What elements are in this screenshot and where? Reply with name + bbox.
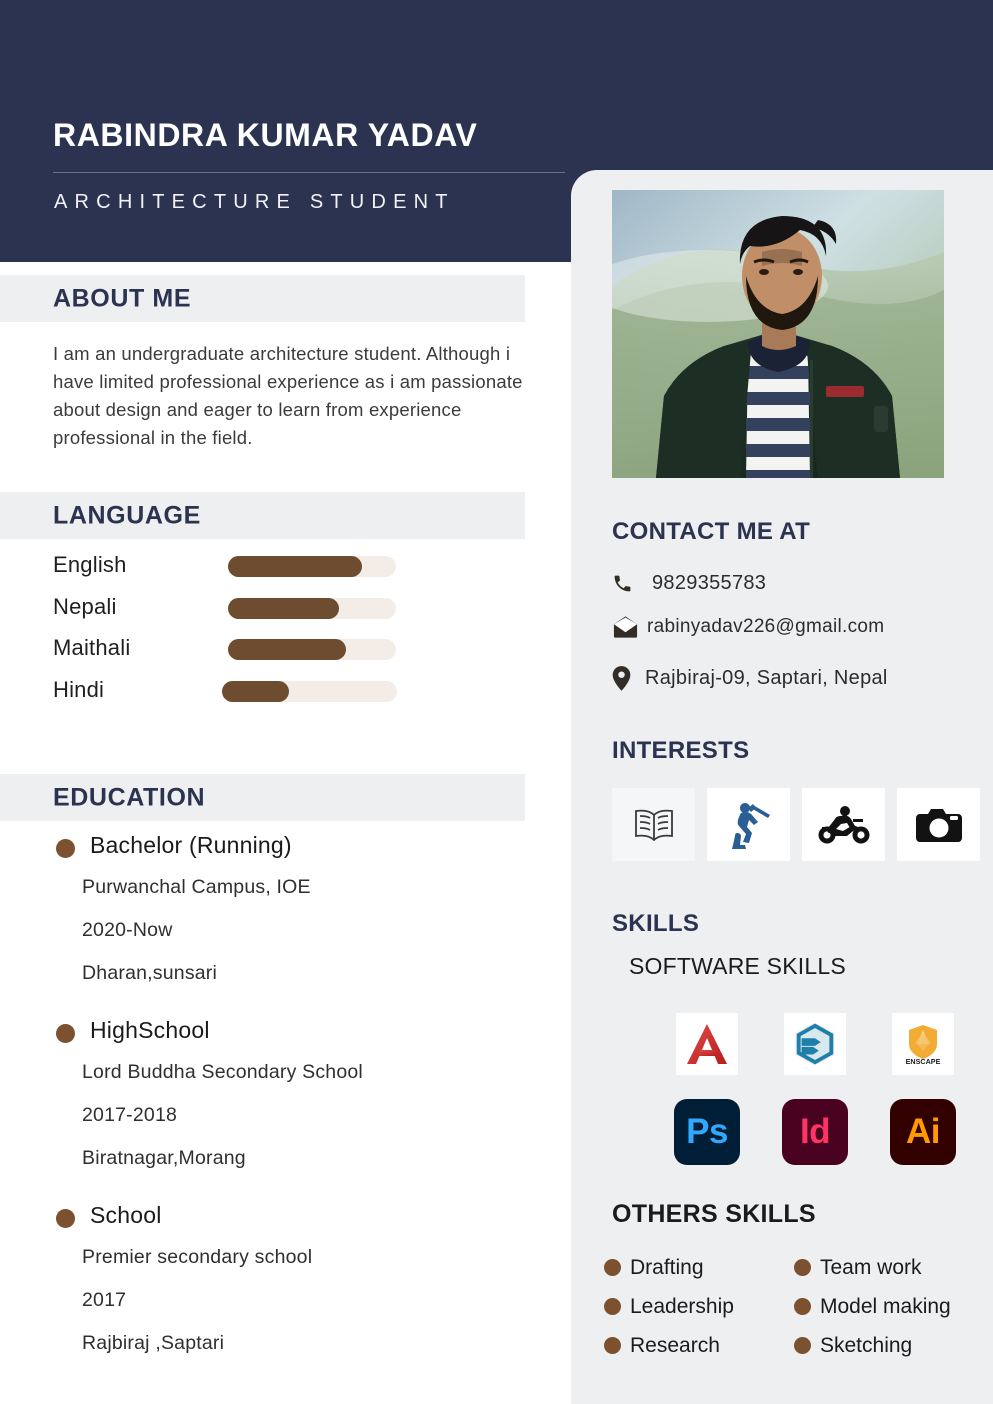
section-header-about (0, 275, 525, 322)
bullet-icon (794, 1259, 811, 1276)
education-item-years: 2017 (82, 1289, 127, 1311)
bullet-icon (604, 1259, 621, 1276)
education-item-title: School (90, 1202, 162, 1228)
contact-phone-value: 9829355783 (652, 571, 767, 594)
enscape-icon (892, 1013, 954, 1075)
software-skill-enscape (869, 1000, 977, 1088)
language-level-track (228, 639, 396, 660)
software-skills-list (653, 1000, 977, 1176)
education-item (0, 1017, 525, 1180)
bullet-icon (56, 839, 75, 858)
language-level-track (222, 681, 397, 702)
education-item-header (0, 832, 525, 866)
envelope-icon (612, 616, 642, 638)
about-heading: ABOUT ME (53, 284, 192, 312)
language-level-fill (228, 598, 339, 619)
education-heading: EDUCATION (53, 783, 206, 811)
other-skill-item (604, 1326, 794, 1365)
other-skill-label: Drafting (630, 1255, 704, 1279)
contact-address (612, 665, 888, 691)
education-item-years: 2020-Now (82, 919, 173, 941)
education-item-location: Rajbiraj ,Saptari (82, 1332, 225, 1354)
other-skill-item (604, 1287, 794, 1326)
motorcycle-rider-icon (817, 805, 871, 845)
language-row (0, 635, 525, 677)
education-item-title: Bachelor (Running) (90, 832, 292, 858)
language-level-track (228, 556, 396, 577)
bullet-icon (794, 1298, 811, 1315)
language-heading: LANGUAGE (53, 501, 201, 529)
skills-heading: SKILLS (612, 910, 700, 937)
language-level-track (228, 598, 396, 619)
other-skill-label: Sketching (820, 1333, 913, 1357)
language-row (0, 594, 525, 636)
bullet-icon (56, 1209, 75, 1228)
software-skill-sketchup (761, 1000, 869, 1088)
section-header-language (0, 492, 525, 539)
language-name: Maithali (53, 635, 131, 660)
software-skill-indesign (761, 1088, 869, 1176)
language-row (0, 677, 525, 719)
education-item-header (0, 1017, 525, 1051)
other-skill-item (794, 1287, 993, 1326)
other-skill-item (794, 1248, 993, 1287)
other-skill-item (604, 1248, 794, 1287)
avatar (612, 190, 944, 478)
software-skill-photoshop (653, 1088, 761, 1176)
language-level-fill (222, 681, 289, 702)
education-item-institution: Premier secondary school (82, 1246, 313, 1268)
education-list (0, 832, 525, 1387)
bullet-icon (604, 1298, 621, 1315)
other-skill-item (794, 1326, 993, 1365)
header-divider (53, 172, 565, 173)
bullet-icon (604, 1337, 621, 1354)
indesign-icon: Id (782, 1099, 848, 1165)
software-skills-heading: SOFTWARE SKILLS (629, 953, 846, 979)
phone-icon (612, 573, 642, 594)
open-book-icon (632, 808, 676, 842)
other-skill-label: Research (630, 1333, 720, 1357)
sketchup-icon (784, 1013, 846, 1075)
education-item-location: Dharan,sunsari (82, 962, 218, 984)
svg-text:ENSCAPE: ENSCAPE (905, 1057, 941, 1066)
education-item-institution: Lord Buddha Secondary School (82, 1061, 363, 1083)
language-list (0, 552, 525, 718)
interest-tile-bike-riding (802, 788, 885, 861)
location-pin-icon (612, 666, 642, 691)
education-item-institution: Purwanchal Campus, IOE (82, 876, 311, 898)
photoshop-icon: Ps (674, 1099, 740, 1165)
education-item-location: Biratnagar,Morang (82, 1147, 246, 1169)
right-sidebar (571, 170, 993, 1404)
bullet-icon (794, 1337, 811, 1354)
others-skills-list (604, 1248, 993, 1365)
education-item-header (0, 1202, 525, 1236)
education-item (0, 1202, 525, 1365)
interest-tile-reading (612, 788, 695, 861)
software-skill-illustrator (869, 1088, 977, 1176)
language-level-fill (228, 639, 346, 660)
others-skills-heading: OTHERS SKILLS (612, 1200, 816, 1228)
illustrator-icon: Ai (890, 1099, 956, 1165)
page-title: RABINDRA KUMAR YADAV (53, 117, 478, 153)
header-subtitle: ARCHITECTURE STUDENT (54, 191, 455, 213)
other-skill-label: Leadership (630, 1294, 734, 1318)
contact-email-value: rabinyadav226@gmail.com (647, 616, 885, 637)
interests-heading: INTERESTS (612, 737, 750, 764)
interest-tile-cricket (707, 788, 790, 861)
contact-heading: CONTACT ME AT (612, 518, 811, 545)
language-row (0, 552, 525, 594)
interests-list (612, 788, 980, 861)
other-skill-label: Team work (820, 1255, 922, 1279)
education-item-title: HighSchool (90, 1017, 210, 1043)
software-skill-autocad (653, 1000, 761, 1088)
contact-email[interactable] (612, 614, 884, 640)
bullet-icon (56, 1024, 75, 1043)
interest-tile-photography (897, 788, 980, 861)
education-item-years: 2017-2018 (82, 1104, 178, 1126)
contact-phone[interactable] (612, 570, 766, 596)
section-header-education (0, 774, 525, 821)
about-text: I am an undergraduate architecture student. Although i have limited professional experience as i am passionate about design and eager to learn from experience professional in the field. (53, 343, 523, 448)
other-skill-label: Model making (820, 1294, 951, 1318)
cricket-batsman-icon (723, 799, 775, 851)
language-name: Nepali (53, 593, 117, 619)
contact-address-value: Rajbiraj-09, Saptari, Nepal (645, 666, 888, 689)
autocad-icon (676, 1013, 738, 1075)
education-item (0, 832, 525, 995)
language-name: English (53, 552, 127, 577)
language-name: Hindi (53, 676, 105, 702)
language-level-fill (228, 556, 362, 577)
camera-icon (914, 806, 964, 844)
